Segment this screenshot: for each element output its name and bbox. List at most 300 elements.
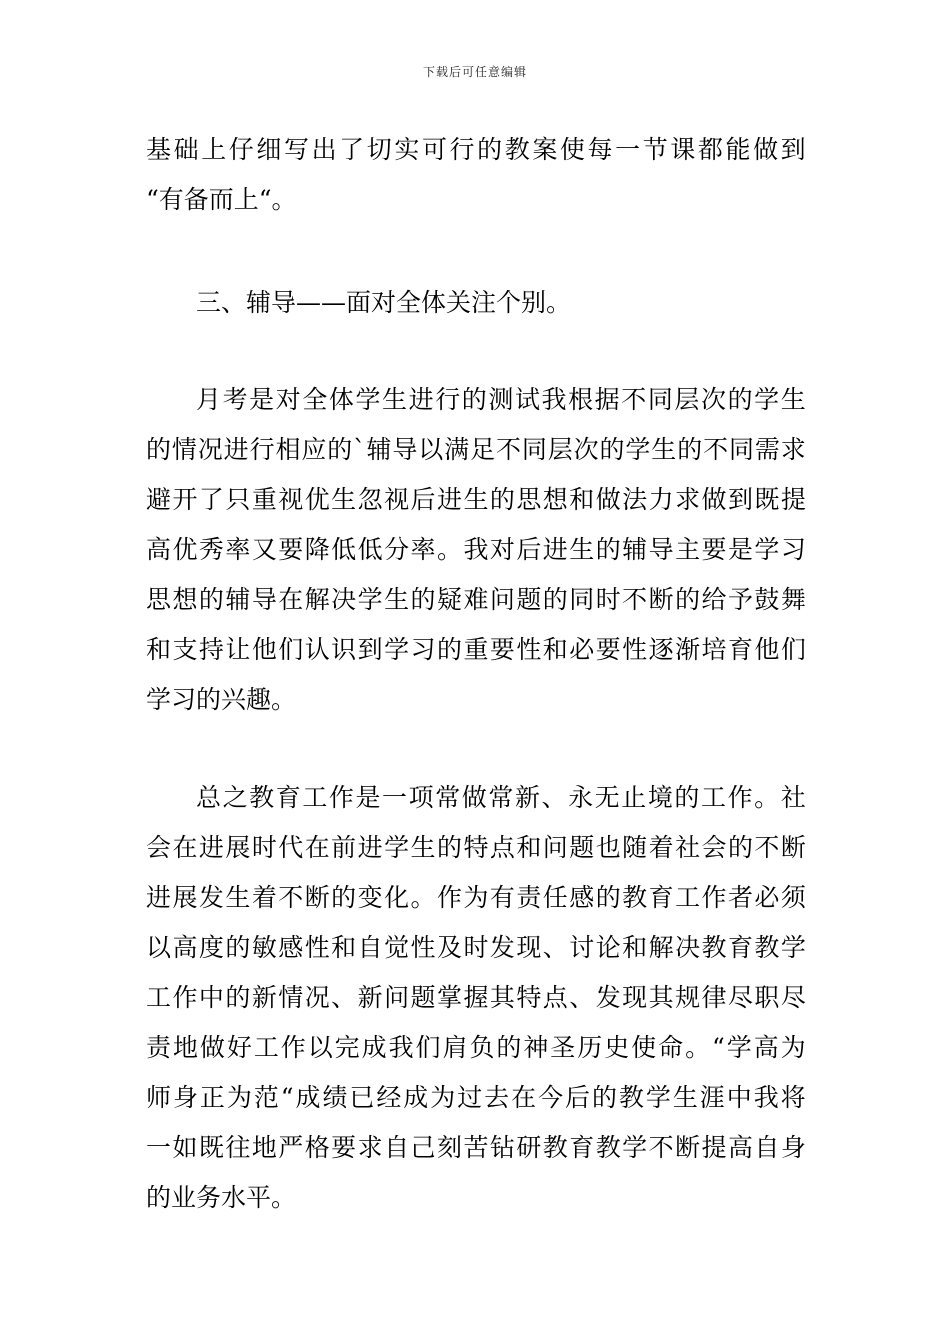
text-char: 负 <box>469 1033 495 1062</box>
text-char: 优 <box>304 485 330 514</box>
text-char: 和 <box>569 485 595 514</box>
text-char: 工 <box>146 983 172 1012</box>
text-char: 识 <box>331 635 357 664</box>
text-char: 研 <box>516 1133 542 1162</box>
text-char: 题 <box>516 585 542 614</box>
text-char: 生 <box>672 1083 698 1112</box>
text-char: 、 <box>542 933 568 962</box>
text-char: 新 <box>251 983 277 1012</box>
text-char: 教 <box>622 883 648 912</box>
paragraph-3-line-3 <box>146 484 806 516</box>
text-char: 课 <box>670 135 696 164</box>
text-char: 予 <box>727 585 753 614</box>
text-char: 教 <box>595 1133 621 1162</box>
text-char: 地 <box>251 1133 277 1162</box>
text-char: 、 <box>569 983 595 1012</box>
text-char: 过 <box>457 1083 483 1112</box>
text-char: 仔 <box>228 135 254 164</box>
text-char: 的 <box>461 385 487 414</box>
text-char: 做 <box>701 485 727 514</box>
paragraph-4-line-8 <box>146 1132 806 1164</box>
text-char: 后 <box>565 1083 591 1112</box>
text-char: 作 <box>727 783 753 812</box>
text-char: 学 <box>625 435 651 464</box>
text-char: 进 <box>198 833 224 862</box>
text-char: 舞 <box>780 585 806 614</box>
text-char: 想 <box>172 585 198 614</box>
text-char: 完 <box>334 1033 360 1062</box>
text-char: 问 <box>542 833 568 862</box>
text-char: 生 <box>780 385 806 414</box>
text-char: 层 <box>547 435 573 464</box>
text-char: 同 <box>521 435 547 464</box>
text-char: 社 <box>675 833 701 862</box>
text-char: 的 <box>675 585 701 614</box>
text-char: 其 <box>648 983 674 1012</box>
text-char: 次 <box>573 435 599 464</box>
text-char: 实 <box>394 135 420 164</box>
text-char: 学 <box>384 833 410 862</box>
text-char: 育 <box>727 635 753 664</box>
text-char: 工 <box>700 783 726 812</box>
paragraph-4-line-1 <box>196 782 806 814</box>
text-char: 发 <box>595 983 621 1012</box>
text-char: 的 <box>489 485 515 514</box>
text-char: 他 <box>754 635 780 664</box>
text-char: 师 <box>146 1083 172 1112</box>
text-char: 的 <box>591 1083 617 1112</box>
text-char: 史 <box>604 1033 630 1062</box>
text-char: 优 <box>172 535 198 564</box>
text-char: 作 <box>701 883 727 912</box>
text-char: 上 <box>201 135 227 164</box>
text-char: 涯 <box>699 1083 725 1112</box>
text-char: 视 <box>278 485 304 514</box>
text-char: 严 <box>278 1133 304 1162</box>
text-char: 社 <box>780 783 806 812</box>
text-char: 情 <box>278 983 304 1012</box>
text-char: 辅 <box>622 535 648 564</box>
text-char: 常 <box>435 783 461 812</box>
text-char: 习 <box>410 635 436 664</box>
text-char: 进 <box>223 435 249 464</box>
text-char: 学 <box>384 635 410 664</box>
text-char: 率 <box>225 535 251 564</box>
text-char: 项 <box>408 783 434 812</box>
text-char: 成 <box>361 1033 387 1062</box>
text-char: 持 <box>198 635 224 664</box>
text-char: 他 <box>251 635 277 664</box>
text-char: 分 <box>384 535 410 564</box>
text-char: 性 <box>410 933 436 962</box>
paragraph-1-line-2: “有备而上“。 <box>146 185 297 214</box>
text-char: 。 <box>410 883 436 912</box>
text-char: 和 <box>146 635 172 664</box>
text-char: 行 <box>249 435 275 464</box>
text-char: 以 <box>307 1033 333 1062</box>
text-char: 境 <box>647 783 673 812</box>
text-char: 规 <box>675 983 701 1012</box>
text-char: 低 <box>357 535 383 564</box>
text-char: 学 <box>754 385 780 414</box>
text-char: 对 <box>275 385 301 414</box>
text-char: 无 <box>594 783 620 812</box>
text-char: 前 <box>331 833 357 862</box>
text-char: 化 <box>384 883 410 912</box>
text-char: 地 <box>172 1033 198 1062</box>
text-char: 作 <box>280 1033 306 1062</box>
text-char: 已 <box>349 1083 375 1112</box>
text-char: 高 <box>727 1133 753 1162</box>
text-char: 要 <box>489 635 515 664</box>
text-char: 题 <box>410 983 436 1012</box>
text-char: 的 <box>542 585 568 614</box>
text-char: 、 <box>541 783 567 812</box>
text-char: 导 <box>648 535 674 564</box>
text-char: 苦 <box>463 1133 489 1162</box>
text-char: 求 <box>357 1133 383 1162</box>
text-char: 生 <box>384 585 410 614</box>
paragraph-3-line-5 <box>146 584 806 616</box>
text-char: 是 <box>727 535 753 564</box>
text-char: 责 <box>146 1033 172 1062</box>
text-char: 为 <box>780 1033 806 1062</box>
text-char: 一 <box>382 783 408 812</box>
text-char: 同 <box>569 585 595 614</box>
text-char: 性 <box>304 933 330 962</box>
text-char: 生 <box>225 883 251 912</box>
text-char: 其 <box>489 983 515 1012</box>
text-char: 教 <box>249 783 275 812</box>
text-char: 和 <box>331 933 357 962</box>
text-char: 逐 <box>648 635 674 664</box>
text-char: 和 <box>516 833 542 862</box>
text-char: 生 <box>651 435 677 464</box>
text-char: 为 <box>463 883 489 912</box>
text-char: 需 <box>754 435 780 464</box>
paragraph-4-line-4 <box>146 932 806 964</box>
text-char: 出 <box>311 135 337 164</box>
text-char: 握 <box>463 983 489 1012</box>
text-char: 节 <box>642 135 668 164</box>
text-char: 既 <box>198 1133 224 1162</box>
text-char: 育 <box>648 883 674 912</box>
text-char: 尽 <box>780 983 806 1012</box>
text-char: 做 <box>753 135 779 164</box>
text-char: 及 <box>436 933 462 962</box>
paragraph-3-line-4 <box>146 534 806 566</box>
text-char: 断 <box>675 1133 701 1162</box>
text-char: 的 <box>599 435 625 464</box>
text-char: 导 <box>392 435 418 464</box>
text-char: 解 <box>648 933 674 962</box>
text-char: 进 <box>146 883 172 912</box>
text-char: 的 <box>496 1033 522 1062</box>
text-char: 情 <box>171 435 197 464</box>
text-char: 己 <box>410 1133 436 1162</box>
text-char: 次 <box>700 385 726 414</box>
text-char: 性 <box>516 635 542 664</box>
text-char: 作 <box>172 983 198 1012</box>
paragraph-4-line-6 <box>146 1032 806 1064</box>
text-char: 重 <box>463 635 489 664</box>
text-char: 后 <box>516 535 542 564</box>
text-char: 敏 <box>251 933 277 962</box>
text-char: 支 <box>172 635 198 664</box>
text-char: 体 <box>328 385 354 414</box>
text-char: 责 <box>516 883 542 912</box>
text-char: 止 <box>621 783 647 812</box>
text-char: 去 <box>484 1083 510 1112</box>
text-char: 总 <box>196 783 222 812</box>
text-char: 生 <box>382 385 408 414</box>
text-char: 测 <box>488 385 514 414</box>
paragraph-3-line-6 <box>146 634 806 666</box>
text-char: 时 <box>595 585 621 614</box>
text-char: 不 <box>621 385 647 414</box>
text-char: 以 <box>418 435 444 464</box>
text-char: 要 <box>331 1133 357 1162</box>
text-char: 的 <box>410 585 436 614</box>
text-char: 钻 <box>489 1133 515 1162</box>
text-char: 切 <box>366 135 392 164</box>
text-char: 度 <box>198 933 224 962</box>
text-char: 学 <box>726 1033 752 1062</box>
text-char: 的 <box>727 385 753 414</box>
text-char: 生 <box>463 485 489 514</box>
text-char: 生 <box>569 535 595 564</box>
text-char: 主 <box>675 535 701 564</box>
text-char: 使 <box>559 135 585 164</box>
text-char: 为 <box>226 1083 252 1112</box>
text-char: 发 <box>489 933 515 962</box>
text-char: 在 <box>511 1083 537 1112</box>
text-char: 中 <box>198 983 224 1012</box>
text-char: 进 <box>542 535 568 564</box>
paragraph-3-line-2 <box>146 434 806 466</box>
text-char: 的 <box>477 135 503 164</box>
text-char: 展 <box>225 833 251 862</box>
text-char: 工 <box>253 1033 279 1062</box>
text-char: 疑 <box>436 585 462 614</box>
text-char: 想 <box>542 485 568 514</box>
text-char: 写 <box>283 135 309 164</box>
text-char: 学 <box>780 933 806 962</box>
text-char: 着 <box>648 833 674 862</box>
text-char: 代 <box>278 833 304 862</box>
text-char: 学 <box>754 535 780 564</box>
text-char: 础 <box>173 135 199 164</box>
text-char: 讨 <box>569 933 595 962</box>
text-char: 根 <box>568 385 594 414</box>
text-char: 断 <box>648 585 674 614</box>
text-char: 考 <box>222 385 248 414</box>
text-char: 永 <box>568 783 594 812</box>
text-char: 作 <box>328 783 354 812</box>
text-char: 习 <box>780 535 806 564</box>
text-char: 导 <box>251 585 277 614</box>
text-char: 辅 <box>366 435 392 464</box>
text-char: 认 <box>304 635 330 664</box>
text-char: 层 <box>674 385 700 414</box>
text-char: 的 <box>331 883 357 912</box>
text-char: 现 <box>622 983 648 1012</box>
text-char: 学 <box>645 1083 671 1112</box>
text-char: “ <box>712 1033 725 1062</box>
text-char: 为 <box>430 1083 456 1112</box>
text-char: 的 <box>436 635 462 664</box>
text-char: 又 <box>251 535 277 564</box>
text-char: 题 <box>569 833 595 862</box>
text-char: 的 <box>225 933 251 962</box>
text-char: 行 <box>449 135 475 164</box>
text-char: 足 <box>470 435 496 464</box>
text-char: 断 <box>780 833 806 862</box>
text-char: 特 <box>463 833 489 862</box>
text-char: 成 <box>403 1083 429 1112</box>
paragraph-4-line-5 <box>146 982 806 1014</box>
text-char: 况 <box>197 435 223 464</box>
text-char: 力 <box>648 485 674 514</box>
text-char: 的 <box>595 535 621 564</box>
text-char: 们 <box>780 635 806 664</box>
text-char: 的 <box>677 435 703 464</box>
text-char: 鼓 <box>754 585 780 614</box>
text-char: 学 <box>357 585 383 614</box>
text-char: 高 <box>146 535 172 564</box>
text-char: 低 <box>331 535 357 564</box>
text-char: 的 <box>674 783 700 812</box>
text-char: 学 <box>355 385 381 414</box>
text-char: 问 <box>384 983 410 1012</box>
text-char: 做 <box>199 1033 225 1062</box>
text-char: 点 <box>542 983 568 1012</box>
text-char: 在 <box>172 833 198 862</box>
text-char: 以 <box>146 933 172 962</box>
text-char: 范 <box>253 1083 279 1112</box>
text-char: 生 <box>410 833 436 862</box>
text-char: 视 <box>384 485 410 514</box>
text-char: 重 <box>251 485 277 514</box>
text-char: 我 <box>541 385 567 414</box>
text-char: 展 <box>172 883 198 912</box>
text-char: 育 <box>727 933 753 962</box>
text-char: 不 <box>754 833 780 862</box>
text-char: 做 <box>461 783 487 812</box>
text-char: 身 <box>172 1083 198 1112</box>
text-char: 尽 <box>727 983 753 1012</box>
text-char: 要 <box>278 535 304 564</box>
text-char: 正 <box>199 1083 225 1112</box>
text-char: 会 <box>701 833 727 862</box>
text-char: 教 <box>754 933 780 962</box>
text-char: 解 <box>304 585 330 614</box>
text-char: 是 <box>355 783 381 812</box>
text-char: 只 <box>225 485 251 514</box>
text-char: 和 <box>542 635 568 664</box>
text-char: 。 <box>754 783 780 812</box>
text-char: 可 <box>421 135 447 164</box>
text-char: 让 <box>225 635 251 664</box>
text-char: 刻 <box>436 1133 462 1162</box>
paragraph-3-line-1 <box>196 384 806 416</box>
text-char: 必 <box>754 883 780 912</box>
text-char: 特 <box>516 983 542 1012</box>
text-char: 不 <box>703 435 729 464</box>
text-char: 是 <box>249 385 275 414</box>
text-char: 教 <box>504 135 530 164</box>
text-char: 一 <box>146 1133 172 1162</box>
text-char: 们 <box>415 1033 441 1062</box>
text-char: 法 <box>622 485 648 514</box>
text-char: 做 <box>595 485 621 514</box>
text-char: 的 <box>327 435 353 464</box>
text-char: 应 <box>301 435 327 464</box>
text-char: 基 <box>146 135 172 164</box>
text-char: 自 <box>754 1133 780 1162</box>
text-char: 到 <box>727 485 753 514</box>
text-char: 开 <box>172 485 198 514</box>
text-char: 不 <box>495 435 521 464</box>
text-char: 给 <box>701 585 727 614</box>
text-char: 有 <box>489 883 515 912</box>
text-char: 的 <box>436 833 462 862</box>
text-char: 既 <box>754 485 780 514</box>
text-char: 会 <box>146 833 172 862</box>
text-char: 自 <box>357 933 383 962</box>
text-char: 职 <box>754 983 780 1012</box>
text-char: 辅 <box>225 585 251 614</box>
text-char: 月 <box>196 385 222 414</box>
text-char: 今 <box>538 1083 564 1112</box>
text-char: 高 <box>753 1033 779 1062</box>
text-char: 如 <box>172 1133 198 1162</box>
text-char: 求 <box>675 485 701 514</box>
text-char: 求 <box>780 435 806 464</box>
text-char: 都 <box>697 135 723 164</box>
text-char: 教 <box>618 1083 644 1112</box>
text-char: 时 <box>463 933 489 962</box>
text-char: 思 <box>146 585 172 614</box>
text-char: 的 <box>727 833 753 862</box>
text-char: 行 <box>435 385 461 414</box>
text-char: 新 <box>514 783 540 812</box>
text-char: 能 <box>725 135 751 164</box>
text-char: 要 <box>701 535 727 564</box>
text-char: 不 <box>278 883 304 912</box>
text-char: 时 <box>251 833 277 862</box>
text-char: 我 <box>388 1033 414 1062</box>
text-char: 培 <box>701 635 727 664</box>
page-header: 下载后可任意编辑 <box>422 65 527 79</box>
text-char: 我 <box>753 1083 779 1112</box>
text-char: 历 <box>577 1033 603 1062</box>
text-char: 教 <box>701 933 727 962</box>
text-char: 论 <box>595 933 621 962</box>
text-char: 相 <box>275 435 301 464</box>
text-char: 往 <box>225 1133 251 1162</box>
text-char: 决 <box>331 585 357 614</box>
text-char: 使 <box>631 1033 657 1062</box>
text-char: 自 <box>384 1133 410 1162</box>
text-char: 降 <box>304 535 330 564</box>
text-char: 试 <box>514 385 540 414</box>
text-char: 律 <box>701 983 727 1012</box>
text-char: 、 <box>331 983 357 1012</box>
text-char: 断 <box>304 883 330 912</box>
text-char: 细 <box>256 135 282 164</box>
text-char: 任 <box>542 883 568 912</box>
